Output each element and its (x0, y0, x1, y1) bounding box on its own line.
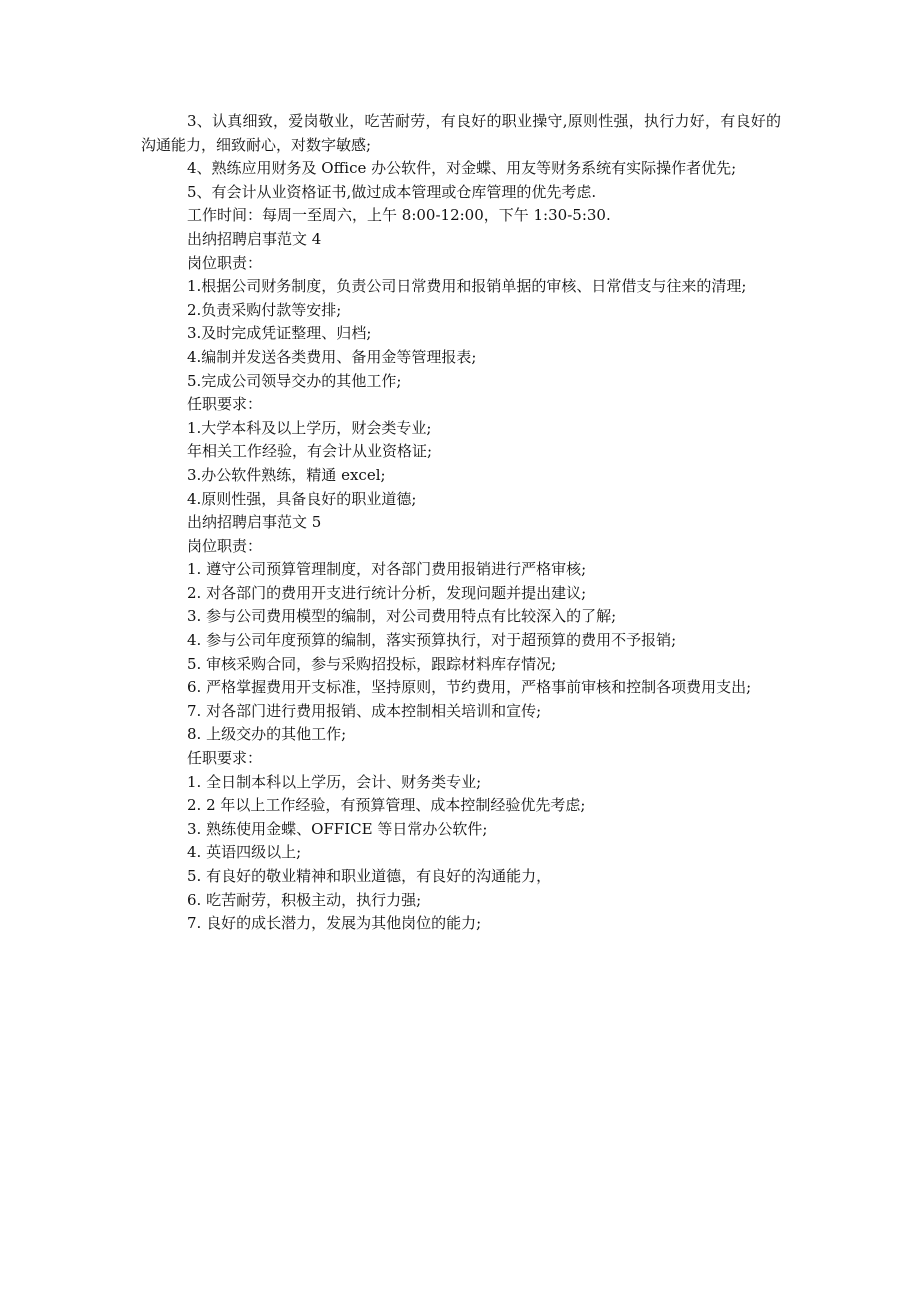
subsection-heading: 任职要求： (187, 395, 263, 414)
section-heading: 出纳招聘启事范文 4 (187, 229, 322, 248)
body-line: 5.完成公司领导交办的其他工作; (187, 371, 402, 390)
body-line: 3.办公软件熟练，精通 excel; (187, 465, 386, 484)
body-line: 3. 熟练使用金蝶、OFFICE 等日常办公软件; (187, 819, 488, 838)
subsection-heading: 岗位职责： (187, 253, 263, 272)
body-line: 4、熟练应用财务及 Office 办公软件，对金蝶、用友等财务系统有实际操作者优先; (187, 159, 737, 178)
body-line: 4. 参与公司年度预算的编制，落实预算执行，对于超预算的费用不予报销; (187, 631, 677, 650)
body-line: 5. 有良好的敬业精神和职业道德，有良好的沟通能力， (187, 867, 552, 885)
body-line: 3.及时完成凭证整理、归档; (187, 324, 372, 343)
body-line: 工作时间：每周一至周六，上午 8:00-12:00，下午 1:30-5:30. (187, 206, 611, 225)
subsection-heading: 任职要求： (187, 749, 263, 768)
body-line: 1. 遵守公司预算管理制度，对各部门费用报销进行严格审核; (187, 560, 587, 579)
body-line: 4. 英语四级以上; (187, 843, 302, 862)
body-line: 4.编制并发送各类费用、备用金等管理报表; (187, 347, 477, 366)
body-line: 3、认真细致，爱岗敬业，吃苦耐劳，有良好的职业操守,原则性强，执行力好，有良好的沟通能力，细致耐心，对数字敏感; (141, 112, 781, 154)
body-line: 1.根据公司财务制度，负责公司日常费用和报销单据的审核、日常借支与往来的清理; (187, 277, 747, 296)
body-line: 8. 上级交办的其他工作; (187, 725, 347, 744)
subsection-heading: 岗位职责： (187, 536, 263, 555)
body-line: 5、有会计从业资格证书,做过成本管理或仓库管理的优先考虑. (187, 182, 597, 201)
body-line: 2.负责采购付款等安排; (187, 300, 342, 319)
body-line: 4.原则性强，具备良好的职业道德; (187, 489, 417, 508)
body-line: 3. 参与公司费用模型的编制，对公司费用特点有比较深入的了解; (187, 607, 617, 626)
body-line: 5. 审核采购合同，参与采购招投标，跟踪材料库存情况; (187, 654, 557, 673)
body-line: 年相关工作经验，有会计从业资格证; (187, 442, 433, 461)
body-line: 7. 良好的成长潜力，发展为其他岗位的能力; (187, 914, 482, 933)
body-line: 6. 严格掌握费用开支标准，坚持原则，节约费用，严格事前审核和控制各项费用支出; (187, 678, 752, 697)
body-line: 7. 对各部门进行费用报销、成本控制相关培训和宣传; (187, 701, 542, 720)
body-line: 2. 对各部门的费用开支进行统计分析，发现问题并提出建议; (187, 583, 587, 602)
body-line: 1.大学本科及以上学历，财会类专业; (187, 418, 432, 437)
section-heading: 出纳招聘启事范文 5 (187, 513, 322, 532)
body-line: 1. 全日制本科以上学历，会计、财务类专业; (187, 772, 482, 791)
body-line: 2. 2 年以上工作经验，有预算管理、成本控制经验优先考虑; (187, 796, 586, 815)
body-line: 6. 吃苦耐劳，积极主动，执行力强; (187, 890, 422, 909)
document-body (141, 110, 781, 936)
